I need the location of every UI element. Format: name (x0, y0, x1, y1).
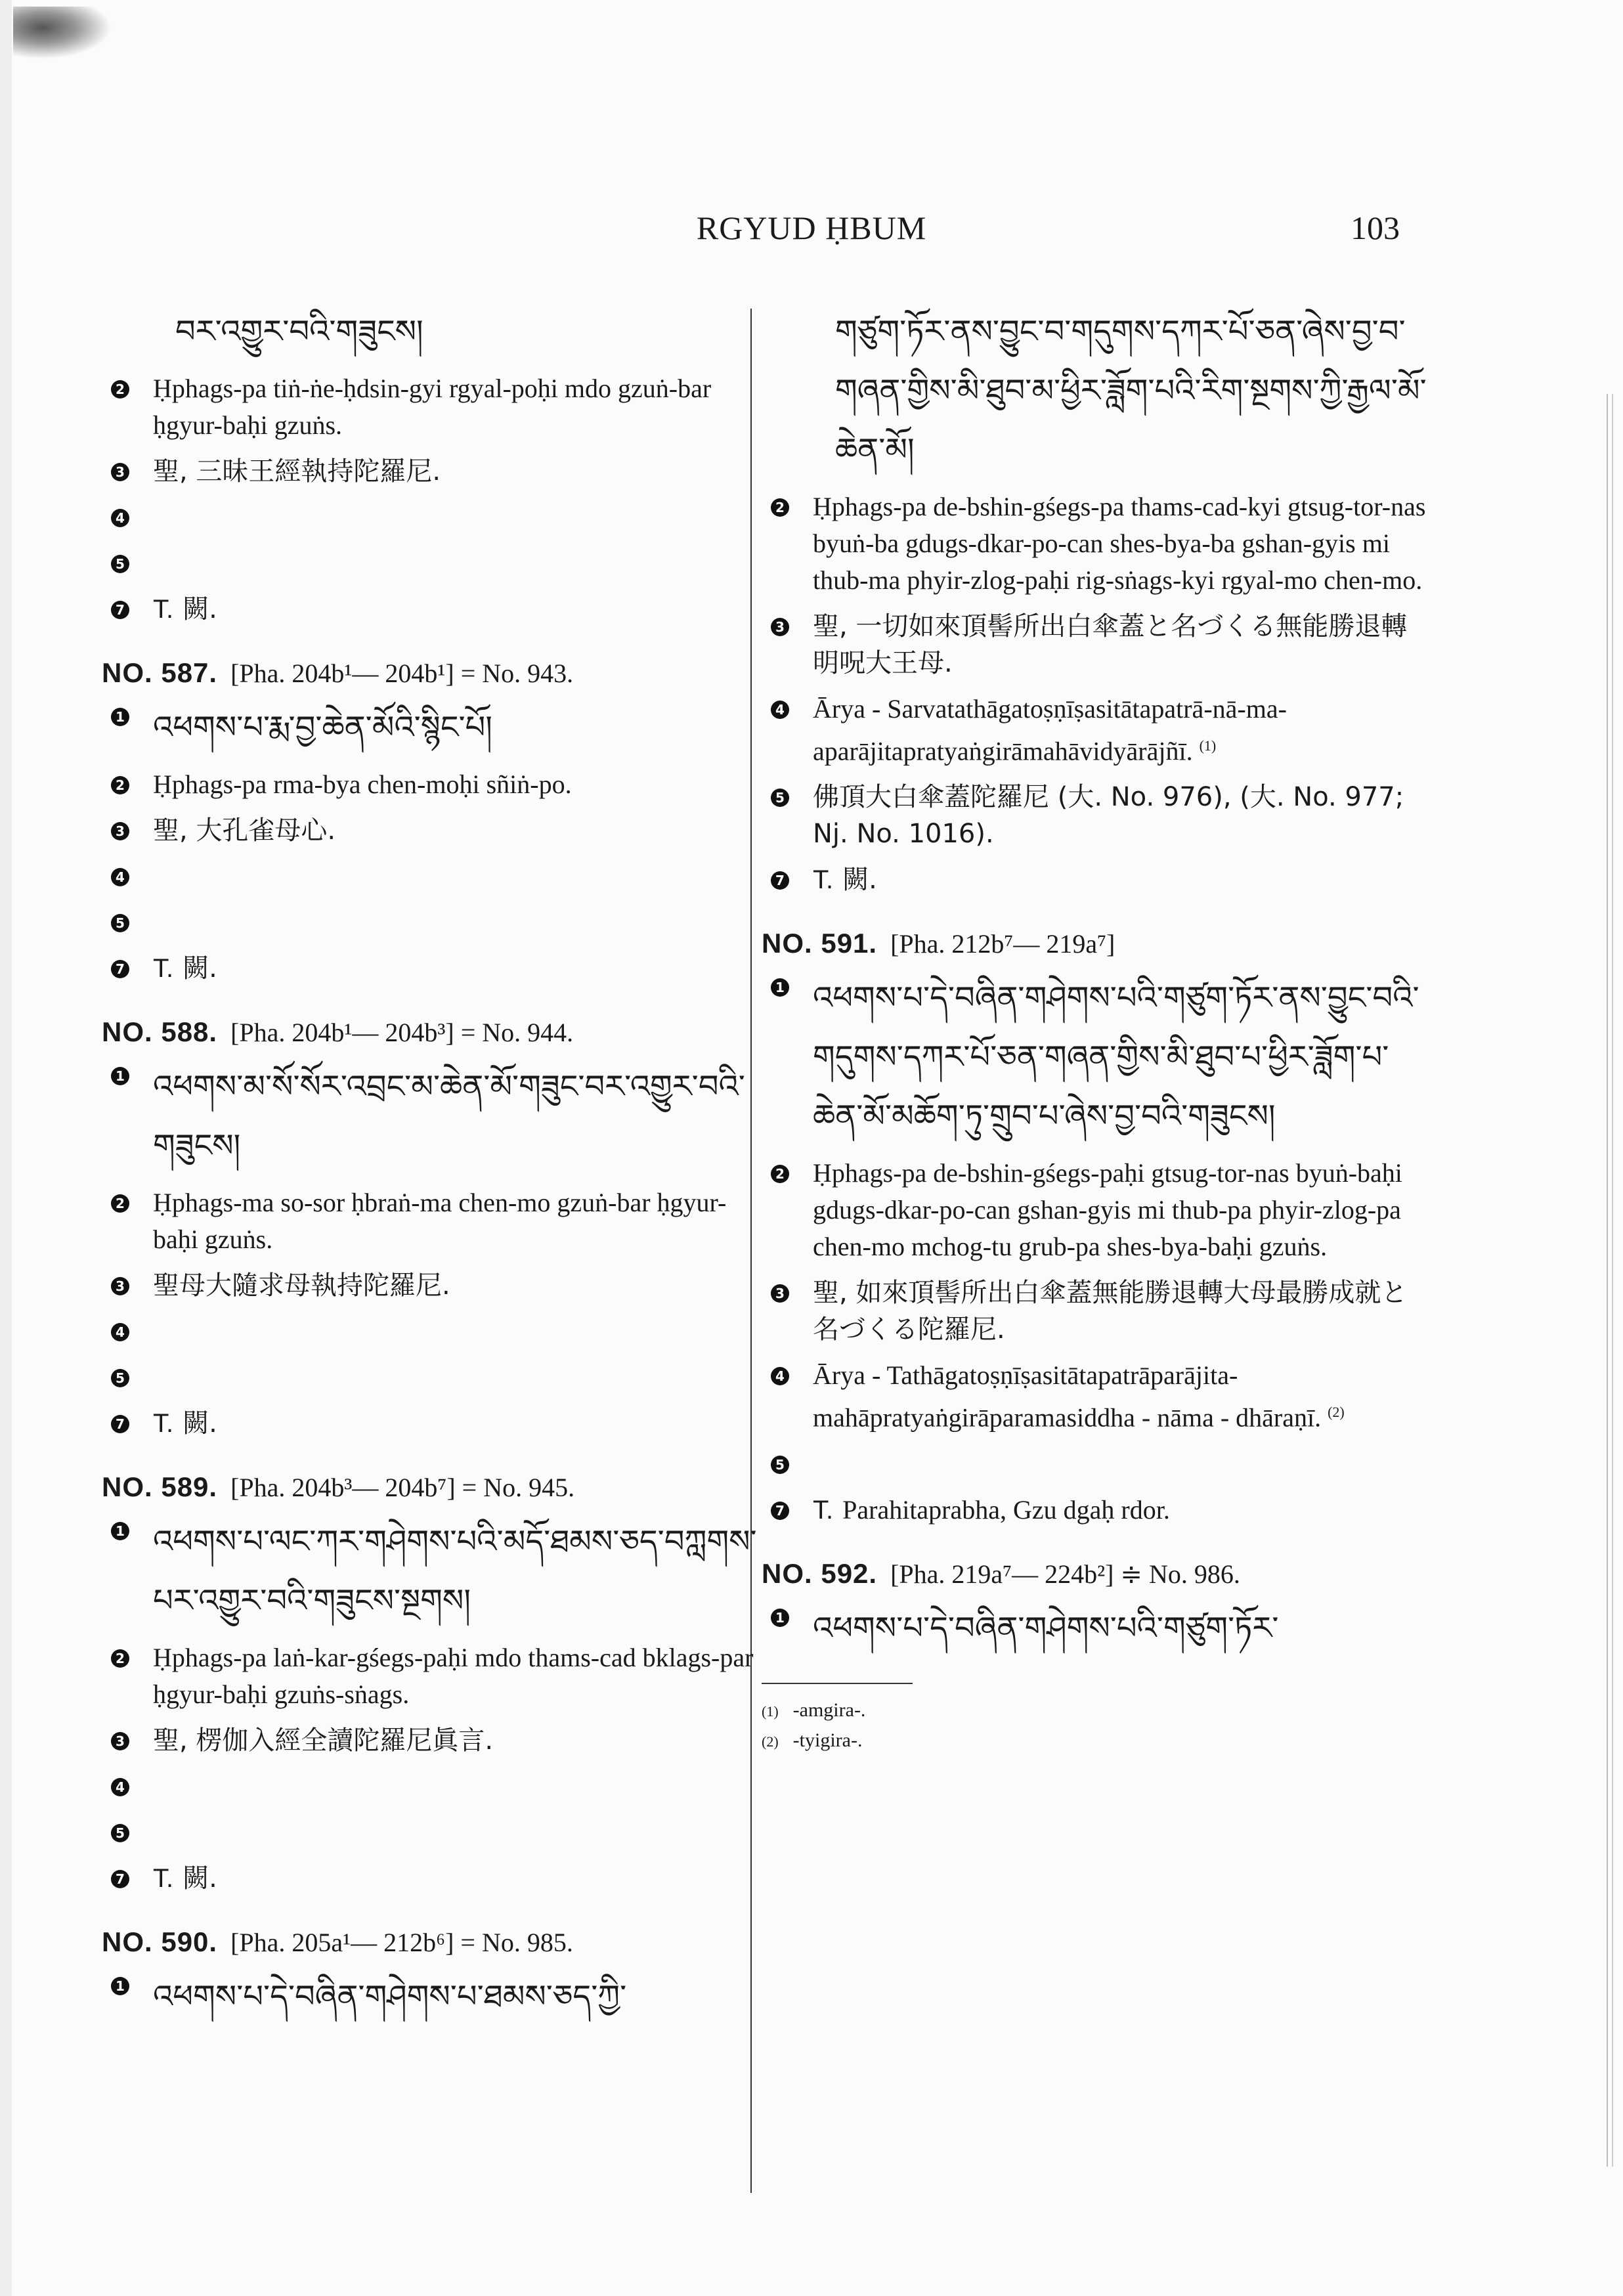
marker-5: 5 (771, 1456, 789, 1474)
t-value: 闕. (183, 594, 217, 624)
marker-7: 7 (111, 1415, 129, 1433)
footnote (762, 1726, 1431, 1756)
entry-592 (762, 1553, 1431, 1658)
marker-2: 2 (111, 776, 129, 794)
footnote-mark: (2) (762, 1733, 779, 1750)
entry-586-continuation (102, 302, 771, 628)
chinese-title: 聖, 如來頂髻所出白傘蓋無能勝退轉大母最勝成就と名づくる陀羅尼. (813, 1278, 1408, 1345)
marker-1: 1 (771, 1609, 789, 1627)
marker-5: 5 (111, 1369, 129, 1387)
chinese-title: 聖, 一切如來頂髻所出白傘蓋と名づくる無能勝退轉明呪大王母. (813, 611, 1408, 678)
entry-589 (102, 1467, 771, 1897)
sanskrit-title: Ārya - Tathāgatoṣṇīṣasitātapatrāparājita-mahāpratyaṅgirāparamasiddha - nāma - dhāraṇī. (813, 1360, 1322, 1433)
t-label: T. (153, 595, 174, 624)
left-column (102, 302, 771, 2051)
sanskrit-note: (2) (1328, 1404, 1345, 1421)
romanized-title: Ḥphags-pa laṅ-kar-gśegs-paḥi mdo thams-cad bklags-par ḥgyur-baḥi gzuṅs-sṅags. (153, 1643, 754, 1709)
t-value: Parahitaprabha, Gzu dgaḥ rdor. (842, 1494, 1170, 1525)
right-column (762, 302, 1431, 1756)
marker-7: 7 (111, 960, 129, 978)
entry-reference: [Pha. 219a⁷— 224b²] ≑ No. 986. (890, 1559, 1240, 1589)
running-header: RGYUD ḤBUM (696, 209, 927, 246)
entry-number: NO. 588. (102, 1016, 218, 1047)
marker-3: 3 (111, 822, 129, 840)
entry-number: NO. 591. (762, 928, 878, 959)
chinese-references: 佛頂大白傘蓋陀羅尼 (大. No. 976), (大. No. 977; Nj. No. 1016). (813, 782, 1404, 850)
sanskrit-note: (1) (1199, 737, 1217, 754)
tibetan-title: འཕགས་པ་དེ་བཞིན་གཤེགས་པའི་གཙུག་ཏོར་ནས་བྱུང་བའི་གདུགས་དཀར་པོ་ཅན་གཞན་གྱིས་མི་ཐུབ་པ་ཕྱིར་ཟློག་པ་ཆེན་མོ་མཆོག་ཏུ་གྲུབ་པ་ཞེས་བྱ་བའི་གཟུངས། (813, 980, 1419, 1135)
marker-3: 3 (771, 1284, 789, 1303)
tibetan-title: འཕགས་མ་སོ་སོར་འབྲང་མ་ཆེན་མོ་གཟུང་བར་འགྱུར་བའི་གཟུངས། (153, 1068, 745, 1164)
entry-590 (102, 1922, 771, 2026)
t-label: T. (813, 1495, 834, 1525)
page-number: 103 (1351, 209, 1400, 246)
chinese-title: 聖, 三昧王經執持陀羅尼. (153, 456, 441, 487)
marker-7: 7 (111, 1870, 129, 1888)
marker-5: 5 (111, 555, 129, 573)
marker-1: 1 (111, 1522, 129, 1540)
marker-3: 3 (111, 1277, 129, 1295)
entry-number: NO. 592. (762, 1557, 878, 1589)
marker-4: 4 (111, 868, 129, 886)
marker-7: 7 (771, 1502, 789, 1520)
t-label: T. (153, 954, 174, 983)
romanized-title: Ḥphags-pa de-bshin-gśegs-paḥi gtsug-tor-nas byuṅ-baḥi gdugs-dkar-po-can gshan-gyis mi thub-pa phyir-zlog-pa chen-mo mchog-tu grub-pa shes-bya-baḥi gzuṅs. (813, 1158, 1402, 1262)
marker-7: 7 (771, 871, 789, 890)
tibetan-title: འཕགས་པ་དེ་བཞིན་གཤེགས་པ་ཐམས་ཅད་ཀྱི་ (153, 1978, 627, 2015)
marker-3: 3 (771, 618, 789, 636)
marker-1: 1 (111, 1977, 129, 1995)
marker-2: 2 (111, 380, 129, 399)
marker-4: 4 (771, 701, 789, 719)
romanized-title: Ḥphags-pa tiṅ-ṅe-ḥdsin-gyi rgyal-poḥi mdo gzuṅ-bar ḥgyur-baḥi gzuṅs. (153, 374, 712, 440)
marker-5: 5 (111, 1824, 129, 1842)
entry-588 (102, 1012, 771, 1442)
marker-3: 3 (111, 463, 129, 481)
tibetan-title: འཕགས་པ་རྨ་བྱ་ཆེན་མོའི་སྙིང་པོ། (153, 709, 492, 746)
t-label: T. (813, 865, 834, 895)
entry-reference: [Pha. 205a¹— 212b⁶] = No. 985. (230, 1928, 573, 1957)
t-value: 闕. (842, 865, 877, 896)
tibetan-title: གཙུག་ཏོར་ནས་བྱུང་བ་གདུགས་དཀར་པོ་ཅན་ཞེས་བྱ་བ་གཞན་གྱིས་མི་ཐུབ་མ་ཕྱིར་ཟློག་པའི་རིག་སྔགས་ཀྱི་རྒྱལ་མོ་ཆེན་མོ། (835, 313, 1427, 468)
t-value: 闕. (183, 1408, 217, 1439)
entry-591 (762, 923, 1431, 1528)
marker-7: 7 (111, 601, 129, 619)
romanized-title: Ḥphags-pa rma-bya chen-moḥi sñiṅ-po. (153, 769, 572, 799)
marker-1: 1 (111, 1067, 129, 1085)
entry-590-continuation (762, 302, 1431, 898)
marker-2: 2 (111, 1194, 129, 1213)
marker-4: 4 (111, 1323, 129, 1341)
marker-1: 1 (111, 708, 129, 726)
romanized-title: Ḥphags-ma so-sor ḥbraṅ-ma chen-mo gzuṅ-bar ḥgyur-baḥi gzuṅs. (153, 1188, 727, 1254)
marker-2: 2 (771, 1165, 789, 1183)
scan-blot (13, 7, 112, 59)
footnote-rule (762, 1683, 913, 1684)
romanized-title: Ḥphags-pa de-bshin-gśegs-pa thams-cad-kyi gtsug-tor-nas byuṅ-ba gdugs-dkar-po-can shes-bya-ba gshan-gyis mi thub-ma phyir-zlog-paḥi rig-sṅags-kyi rgyal-mo chen-mo. (813, 492, 1426, 595)
marker-4: 4 (111, 1778, 129, 1796)
tibetan-title: འཕགས་པ་ལང་ཀར་གཤེགས་པའི་མདོ་ཐམས་ཅད་བཀླགས་པར་འགྱུར་བའི་གཟུངས་སྔགས། (153, 1523, 757, 1619)
scan-edge-right (1607, 394, 1613, 2167)
chinese-title: 聖, 楞伽入經全讀陀羅尼眞言. (153, 1725, 494, 1756)
marker-3: 3 (111, 1732, 129, 1750)
entry-587 (102, 653, 771, 987)
t-label: T. (153, 1409, 174, 1438)
t-label: T. (153, 1864, 174, 1893)
marker-2: 2 (771, 498, 789, 517)
chinese-title: 聖, 大孔雀母心. (153, 815, 336, 846)
footnote-text: -amgira-. (792, 1699, 866, 1721)
entry-reference: [Pha. 204b¹— 204b¹] = No. 943. (230, 659, 574, 688)
entry-reference: [Pha. 204b³— 204b⁷] = No. 945. (230, 1473, 575, 1502)
t-value: 闕. (183, 953, 217, 984)
marker-5: 5 (771, 789, 789, 807)
entry-number: NO. 587. (102, 657, 218, 688)
sanskrit-title: Ārya - Sarvatathāgatoṣṇīṣasitātapatrā-nā-ma-aparājitapratyaṅgirāmahāvidyārājñī. (813, 694, 1287, 766)
tibetan-title: བར་འགྱུར་བའི་གཟུངས། (175, 313, 423, 350)
entry-number: NO. 589. (102, 1471, 218, 1502)
t-value: 闕. (183, 1863, 217, 1894)
entry-reference: [Pha. 212b⁷— 219a⁷] (890, 929, 1115, 959)
tibetan-title: འཕགས་པ་དེ་བཞིན་གཤེགས་པའི་གཙུག་ཏོར་ (813, 1609, 1279, 1647)
entry-number: NO. 590. (102, 1926, 218, 1957)
chinese-title: 聖母大隨求母執持陀羅尼. (153, 1270, 450, 1301)
marker-4: 4 (771, 1367, 789, 1385)
marker-1: 1 (771, 978, 789, 997)
marker-4: 4 (111, 509, 129, 527)
footnote-text: -tyigira-. (792, 1729, 863, 1751)
marker-2: 2 (111, 1649, 129, 1668)
entry-reference: [Pha. 204b¹— 204b³] = No. 944. (230, 1018, 574, 1047)
marker-5: 5 (111, 914, 129, 932)
scan-edge (0, 0, 12, 2296)
footnote (762, 1696, 1431, 1726)
footnote-mark: (1) (762, 1702, 779, 1720)
